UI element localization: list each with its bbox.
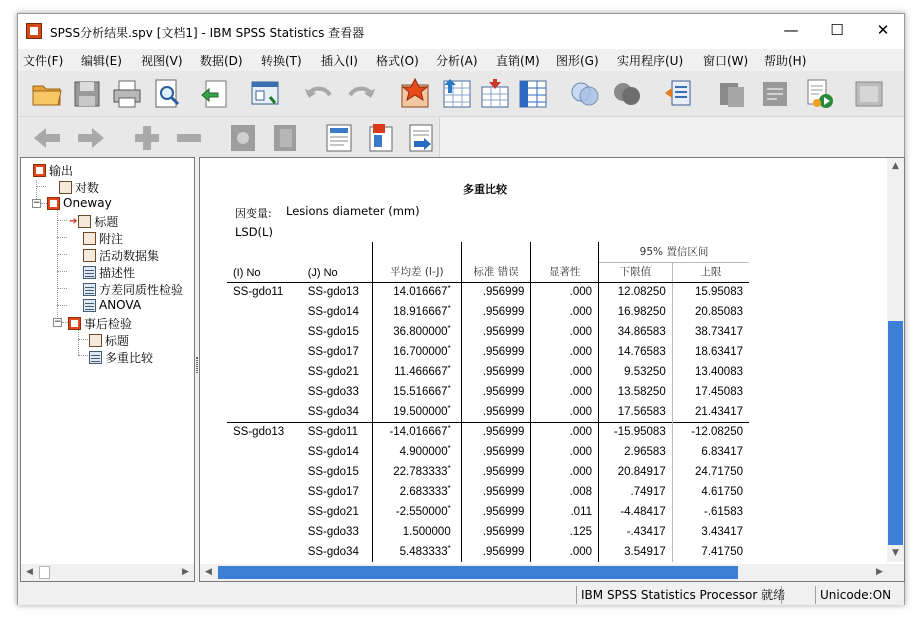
cell-j-group: SS-gdo14 <box>307 306 359 318</box>
tree-multiple-comparisons[interactable]: 多重比较 <box>89 349 153 366</box>
tree-output[interactable]: 输出 <box>33 162 73 179</box>
posthoc-book-icon <box>68 317 81 330</box>
show-icon[interactable] <box>226 121 260 155</box>
cell-std-error: .956999 <box>461 382 531 402</box>
cell-lower-bound: -.43417 <box>599 522 673 542</box>
cell-lower-bound: 14.76583 <box>599 342 673 362</box>
descriptives-table-icon <box>83 266 96 279</box>
goto-variable-icon[interactable] <box>478 77 512 111</box>
cell-i-group <box>227 542 302 562</box>
table-row[interactable] <box>227 542 749 562</box>
mean-diff-value: 11.466667 <box>394 366 448 378</box>
mean-diff-value: 36.800000 <box>393 326 448 338</box>
outline-toolbar <box>18 117 440 158</box>
outline-horizontal-scrollbar[interactable] <box>21 564 194 581</box>
redo-icon[interactable] <box>344 77 378 111</box>
menu-file[interactable]: 文件(F) <box>23 54 64 68</box>
cell-std-error: .956999 <box>461 482 531 502</box>
mean-diff-value: -2.550000 <box>395 506 448 518</box>
content-vertical-scrollbar[interactable] <box>887 158 904 562</box>
cell-upper-bound: 6.83417 <box>672 442 749 462</box>
cell-upper-bound: 17.45083 <box>672 382 749 402</box>
table-row[interactable] <box>227 462 749 482</box>
cell-mean-diff <box>372 382 461 402</box>
cell-mean-diff <box>372 362 461 382</box>
insert-heading-icon[interactable] <box>322 121 356 155</box>
cell-significance: .000 <box>531 362 599 382</box>
mean-diff-value: 5.483333 <box>399 546 448 558</box>
cell-lower-bound: 9.53250 <box>599 362 673 382</box>
significance-star: * <box>447 384 451 393</box>
cell-j-group: SS-gdo33 <box>307 386 359 398</box>
tree-active-dataset[interactable]: 活动数据集 <box>83 247 159 264</box>
table-row[interactable] <box>227 442 749 462</box>
menu-help[interactable]: 帮助(H) <box>764 54 807 68</box>
spss-app-icon <box>26 23 42 39</box>
cell-j-group: SS-gdo34 <box>307 546 359 558</box>
print-preview-icon[interactable] <box>150 77 184 111</box>
cell-i-group <box>227 342 302 362</box>
significance-star: * <box>447 424 451 434</box>
tree-notes[interactable]: 附注 <box>83 230 123 247</box>
cell-mean-diff <box>372 462 461 482</box>
status-spacer <box>781 586 806 604</box>
mean-diff-value: 19.500000 <box>393 405 448 418</box>
maximize-button[interactable]: ☐ <box>830 21 844 39</box>
tree-anova[interactable]: ANOVA <box>83 298 141 312</box>
cell-significance: .000 <box>531 422 599 442</box>
mean-diff-value: 15.516667 <box>393 386 448 398</box>
status-bar <box>18 583 904 605</box>
scroll-left-arrow-icon[interactable]: ◀ <box>26 567 33 577</box>
cell-i-group <box>227 362 302 382</box>
cell-lower-bound: 3.54917 <box>599 542 673 562</box>
tree-posthoc-title[interactable]: 标题 <box>89 332 129 349</box>
cell-mean-diff <box>372 342 461 362</box>
cell-std-error: .956999 <box>461 542 531 562</box>
cell-j-group: SS-gdo17 <box>307 346 359 358</box>
cell-i-group <box>227 382 302 402</box>
cell-std-error: .956999 <box>461 502 531 522</box>
content-scroll-right-arrow-icon[interactable]: ▶ <box>876 567 883 577</box>
cell-upper-bound: -12.08250 <box>672 422 749 442</box>
cell-significance: .011 <box>531 502 599 522</box>
cell-lower-bound: 16.98250 <box>599 302 673 322</box>
significance-star: * <box>447 284 451 294</box>
collapse-toggle-oneway[interactable]: − <box>33 198 41 208</box>
cell-mean-diff <box>372 542 461 562</box>
tree-oneway[interactable]: Oneway <box>47 196 112 210</box>
menu-analyze[interactable]: 分析(A) <box>436 54 478 68</box>
table-title: 多重比较 <box>463 183 507 196</box>
cell-upper-bound: 3.43417 <box>672 522 749 542</box>
significance-star: * <box>447 364 451 373</box>
unicode-status: Unicode:ON <box>815 586 904 604</box>
cell-i-group <box>227 482 302 502</box>
cell-significance: .000 <box>531 282 599 302</box>
cell-i-group <box>227 402 302 422</box>
cell-j-group: SS-gdo17 <box>307 486 359 498</box>
print-icon[interactable] <box>110 77 144 111</box>
posthoc-title-icon <box>89 334 102 347</box>
header-significance: 显著性 <box>531 242 599 282</box>
cell-mean-diff <box>372 502 461 522</box>
close-button[interactable]: ✕ <box>876 21 890 39</box>
goto-case-icon[interactable] <box>440 77 474 111</box>
cell-j-group: SS-gdo13 <box>307 286 359 299</box>
cell-i-group <box>227 442 302 462</box>
scroll-up-arrow-icon[interactable]: ▲ <box>892 161 899 171</box>
log-icon <box>59 181 72 194</box>
cell-mean-diff <box>372 522 461 542</box>
cell-lower-bound: 34.86583 <box>599 322 673 342</box>
cell-mean-diff <box>372 422 461 442</box>
significance-star: * <box>447 464 451 473</box>
recall-dialog-icon[interactable] <box>248 77 282 111</box>
multiple-comparisons-table[interactable] <box>227 242 749 562</box>
cell-mean-diff <box>372 322 461 342</box>
cell-significance: .000 <box>531 542 599 562</box>
mean-diff-value: 14.016667 <box>393 286 448 299</box>
select-last-output-icon[interactable] <box>662 77 696 111</box>
header-lower-bound: 下限值 <box>599 262 673 282</box>
cell-significance: .000 <box>531 342 599 362</box>
mean-diff-value: 18.916667 <box>393 306 448 318</box>
processor-status: IBM SPSS Statistics Processor 就绪 <box>576 586 781 604</box>
demote-icon[interactable] <box>74 121 108 155</box>
output-book-icon <box>33 164 46 177</box>
cell-i-group: SS-gdo11 <box>233 286 284 299</box>
significance-star: * <box>447 344 451 353</box>
variables-icon[interactable] <box>516 77 550 111</box>
cell-upper-bound: 24.71750 <box>672 462 749 482</box>
cell-mean-diff <box>372 282 461 302</box>
content-pane <box>199 157 905 582</box>
active-dataset-icon <box>83 249 96 262</box>
significance-star: * <box>447 484 451 493</box>
insert-title-icon[interactable] <box>364 121 398 155</box>
dependent-variable-value: Lesions diameter (mm) <box>286 204 420 218</box>
cell-j-group: SS-gdo15 <box>307 466 359 478</box>
cell-j-group: SS-gdo11 <box>302 422 373 442</box>
table-row[interactable] <box>227 342 749 362</box>
cell-lower-bound: .74917 <box>599 482 673 502</box>
cell-upper-bound: 18.63417 <box>672 342 749 362</box>
table-row[interactable] <box>227 322 749 342</box>
output-document <box>200 158 888 562</box>
header-i-no: (I) No <box>227 242 302 282</box>
cell-mean-diff <box>372 402 461 422</box>
use-variable-sets-icon[interactable] <box>568 77 602 111</box>
oneway-book-icon <box>47 197 60 210</box>
cell-std-error: .956999 <box>461 462 531 482</box>
significance-star: * <box>447 544 451 553</box>
header-mean-diff: 平均差 (I-J) <box>372 242 461 282</box>
mean-diff-value: 4.900000 <box>399 446 448 458</box>
cell-i-group <box>227 502 302 522</box>
tree-title[interactable]: ➔ 标题 <box>69 215 119 229</box>
dependent-variable-label: 因变量: <box>235 207 272 220</box>
cell-j-group: SS-gdo21 <box>307 506 359 518</box>
promote-icon[interactable] <box>30 121 64 155</box>
content-horizontal-thumb[interactable] <box>218 566 738 579</box>
menu-view[interactable]: 视图(V) <box>141 54 183 68</box>
cell-lower-bound: 12.08250 <box>599 282 673 302</box>
create-edit-autoscript-icon[interactable] <box>758 77 792 111</box>
menu-data[interactable]: 数据(D) <box>200 54 243 68</box>
cell-significance: .000 <box>531 382 599 402</box>
tree-posthoc[interactable]: 事后检验 <box>68 315 132 332</box>
cell-upper-bound: 38.73417 <box>672 322 749 342</box>
mean-diff-value: 22.783333 <box>393 466 448 478</box>
outline-pane[interactable] <box>20 157 195 582</box>
content-scroll-thumb[interactable] <box>888 321 903 545</box>
hide-icon[interactable] <box>268 121 302 155</box>
cell-std-error: .956999 <box>461 522 531 542</box>
cell-upper-bound: 20.85083 <box>672 302 749 322</box>
significance-star: * <box>447 504 451 513</box>
table-row[interactable] <box>227 522 749 542</box>
menu-bar <box>18 49 904 71</box>
insert-output-icon[interactable] <box>852 77 886 111</box>
cell-upper-bound: 7.41750 <box>672 542 749 562</box>
cell-lower-bound: 17.56583 <box>599 402 673 422</box>
cell-upper-bound: 15.95083 <box>672 282 749 302</box>
cell-lower-bound: -15.95083 <box>599 422 673 442</box>
cell-significance: .000 <box>531 402 599 422</box>
cell-upper-bound: 13.40083 <box>672 362 749 382</box>
menu-insert[interactable]: 插入(I) <box>321 54 358 68</box>
mean-diff-value: 16.700000 <box>393 346 448 358</box>
cell-mean-diff <box>372 482 461 502</box>
cell-std-error: .956999 <box>461 442 531 462</box>
scroll-right-arrow-icon[interactable]: ▶ <box>182 567 189 577</box>
anova-table-icon <box>83 299 96 312</box>
menu-transform[interactable]: 转换(T) <box>261 54 302 68</box>
table-row[interactable] <box>227 302 749 322</box>
menu-edit[interactable]: 编辑(E) <box>81 54 122 68</box>
export-icon[interactable] <box>198 77 232 111</box>
cell-lower-bound: 20.84917 <box>599 462 673 482</box>
cell-upper-bound: -.61583 <box>672 502 749 522</box>
cell-i-group <box>227 302 302 322</box>
open-icon[interactable] <box>30 77 64 111</box>
table-row[interactable] <box>227 282 749 302</box>
viewer-window <box>17 13 905 605</box>
cell-lower-bound: -4.48417 <box>599 502 673 522</box>
table-row[interactable] <box>227 482 749 502</box>
menu-graphs[interactable]: 图形(G) <box>556 54 599 68</box>
cell-mean-diff <box>372 442 461 462</box>
header-j-no: (J) No <box>302 242 373 282</box>
show-all-variables-icon[interactable] <box>610 77 644 111</box>
content-horizontal-scrollbar[interactable] <box>200 564 888 581</box>
collapse-toggle-posthoc[interactable]: − <box>54 317 62 327</box>
window-title: SPSS分析结果.spv [文档1] - IBM SPSS Statistics 查看器 <box>50 26 365 40</box>
table-row[interactable] <box>227 502 749 522</box>
cell-significance: .008 <box>531 482 599 502</box>
cell-std-error: .956999 <box>461 302 531 322</box>
table-header-row <box>227 242 749 262</box>
current-item-arrow-icon: ➔ <box>69 216 78 227</box>
homogeneity-table-icon <box>83 283 96 296</box>
cell-significance: .000 <box>531 442 599 462</box>
cell-j-group: SS-gdo15 <box>307 326 359 338</box>
run-script-icon[interactable] <box>802 77 836 111</box>
cell-i-group <box>227 462 302 482</box>
undo-icon[interactable] <box>302 77 336 111</box>
cell-std-error: .956999 <box>461 282 531 302</box>
tree-log[interactable]: 对数 <box>59 179 99 196</box>
table-row[interactable] <box>227 382 749 402</box>
cell-lower-bound: 13.58250 <box>599 382 673 402</box>
cell-significance: .000 <box>531 302 599 322</box>
cell-j-group: SS-gdo14 <box>307 446 359 458</box>
insert-text-icon[interactable] <box>404 121 438 155</box>
cell-std-error: .956999 <box>461 362 531 382</box>
menu-utilities[interactable]: 实用程序(U) <box>617 54 684 68</box>
method-label: LSD(L) <box>235 225 273 239</box>
cell-j-group: SS-gdo21 <box>307 366 359 378</box>
designate-window-icon[interactable] <box>714 77 748 111</box>
menu-format[interactable]: 格式(O) <box>376 54 419 68</box>
header-ci: 95% 置信区间 <box>599 242 749 262</box>
header-std-error: 标准 错误 <box>461 242 531 282</box>
main-toolbar <box>18 71 904 117</box>
notes-icon <box>83 232 96 245</box>
table-row[interactable] <box>227 422 749 442</box>
outline-scroll-thumb[interactable] <box>39 566 50 579</box>
cell-significance: .000 <box>531 322 599 342</box>
cell-significance: .000 <box>531 462 599 482</box>
significance-star: * <box>447 304 451 313</box>
header-upper-bound: 上限 <box>672 262 749 282</box>
table-row[interactable] <box>227 402 749 422</box>
tree-homogeneity[interactable]: 方差同质性检验 <box>83 281 183 298</box>
minimize-button[interactable]: — <box>783 21 799 39</box>
title-icon <box>78 215 91 228</box>
expand-icon[interactable] <box>130 121 164 155</box>
multiple-comparisons-table-icon <box>89 351 102 364</box>
goto-data-icon[interactable] <box>398 77 432 111</box>
cell-j-group: SS-gdo33 <box>307 526 359 538</box>
cell-std-error: .956999 <box>461 342 531 362</box>
significance-star: * <box>447 403 451 413</box>
cell-i-group <box>227 322 302 342</box>
cell-upper-bound: 21.43417 <box>672 402 749 422</box>
menu-window[interactable]: 窗口(W) <box>703 54 749 68</box>
scroll-down-arrow-icon[interactable]: ▼ <box>892 548 899 558</box>
cell-std-error: .956999 <box>461 422 531 442</box>
cell-std-error: .956999 <box>461 402 531 422</box>
cell-i-group: SS-gdo13 <box>227 422 302 442</box>
mean-diff-value: 2.683333 <box>399 486 448 498</box>
significance-star: * <box>447 444 451 453</box>
cell-lower-bound: 2.96583 <box>599 442 673 462</box>
mean-diff-value: 1.500000 <box>402 526 451 538</box>
title-bar <box>18 14 904 49</box>
significance-star: * <box>447 324 451 333</box>
cell-i-group <box>227 522 302 542</box>
cell-j-group: SS-gdo34 <box>307 405 359 418</box>
tree-descriptives[interactable]: 描述性 <box>83 264 135 281</box>
cell-mean-diff <box>372 302 461 322</box>
content-scroll-left-arrow-icon[interactable]: ◀ <box>205 567 212 577</box>
cell-upper-bound: 4.61750 <box>672 482 749 502</box>
table-row[interactable] <box>227 362 749 382</box>
cell-significance: .125 <box>531 522 599 542</box>
menu-direct-marketing[interactable]: 直销(M) <box>496 54 540 68</box>
cell-std-error: .956999 <box>461 322 531 342</box>
mean-diff-value: -14.016667 <box>389 426 448 439</box>
save-icon[interactable] <box>70 77 104 111</box>
collapse-icon[interactable] <box>172 121 206 155</box>
